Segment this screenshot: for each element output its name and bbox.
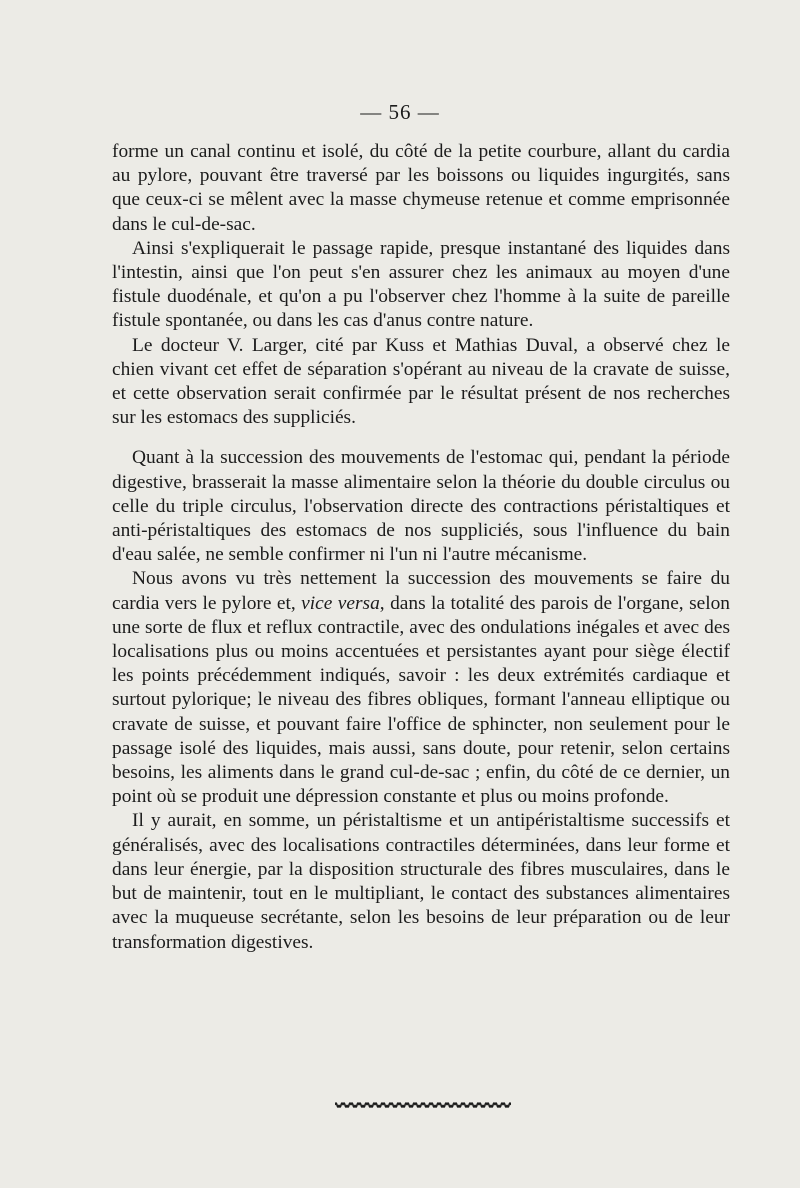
paragraph-conclusion: Il y aurait, en somme, un péristaltisme et un antipéristaltisme successifs et généralisés, avec des localisations contractiles déterminées, dans leur forme et dans leur énergie, par la disposition structurale des fibres musculaires, dans le but de maintenir, tout en le multipliant, le contact des substances alimentaires avec la muqueuse secrétante, selon les besoins de leur préparation ou de leur transformation digestives. xyxy=(112,810,730,953)
wavy-divider-ornament xyxy=(335,1100,511,1110)
paragraph-continuation: forme un canal continu et isolé, du côté de la petite courbure, allant du cardia au pylore, pouvant être traversé par les boissons ou liquides ingurgités, sans que ceux-ci se mêlent avec la masse chymeuse retenue et comme emprisonnée dans le cul-de-sac. xyxy=(112,141,730,235)
italic-phrase: vice versa xyxy=(301,592,380,614)
body-text xyxy=(112,140,730,955)
paragraph-larger-observation: Le docteur V. Larger, cité par Kuss et Mathias Duval, a observé chez le chien vivant cet effet de séparation s'opérant au niveau de la cravate de suisse, et cette observation serait confirmée par le résultat présent de nos recherches sur les estomacs des suppliciés. xyxy=(112,334,730,429)
paragraph-liquid-passage: Ainsi s'expliquerait le passage rapide, presque instantané des liquides dans l'intestin, ainsi que l'on peut s'en assurer chez les animaux au moyen d'une fistule duodénale, et qu'on a pu l'observer chez l'homme à la suite de pareille fistule spontanée, ou dans les cas d'anus contre nature. xyxy=(112,237,730,332)
paragraph-succession-movements: Quant à la succession des mouvements de l'estomac qui, pendant la période digestive, brasserait la masse alimentaire selon la théorie du double circulus ou celle du triple circulus, l'observation directe des contractions péristaltiques et anti-péristaltiques des estomacs de nos suppliciés, sous l'influence du bain d'eau salée, ne semble confirmer ni l'un ni l'autre mécanisme. xyxy=(112,447,730,566)
paragraph-text: , dans la totalité des parois de l'organe, selon une sorte de flux et reflux contractile, avec des ondulations inégales et avec des localisations plus ou moins accentuées et persistantes ayant pour siège électif les points précédemment indiqués, savoir : les deux extrémités cardiaque et surtout pylorique; le niveau des fibres obliques, formant l'anneau elliptique ou cravate de suisse, et pouvant faire l'office de sphincter, non seulement pour le passage isolé des liquides, mais aussi, sans doute, pour retenir, selon certains besoins, les aliments dans le grand cul-de-sac ; enfin, du côté de ce dernier, un point où se produit une dépression constante et plus ou moins profonde. xyxy=(112,592,730,808)
page-number: — 56 — xyxy=(360,100,440,124)
paragraph-observed-movements xyxy=(112,567,730,809)
paragraph-text: Nous avons vu très nettement la succession des mouvements se faire du cardia vers le pylore et, xyxy=(112,568,730,614)
